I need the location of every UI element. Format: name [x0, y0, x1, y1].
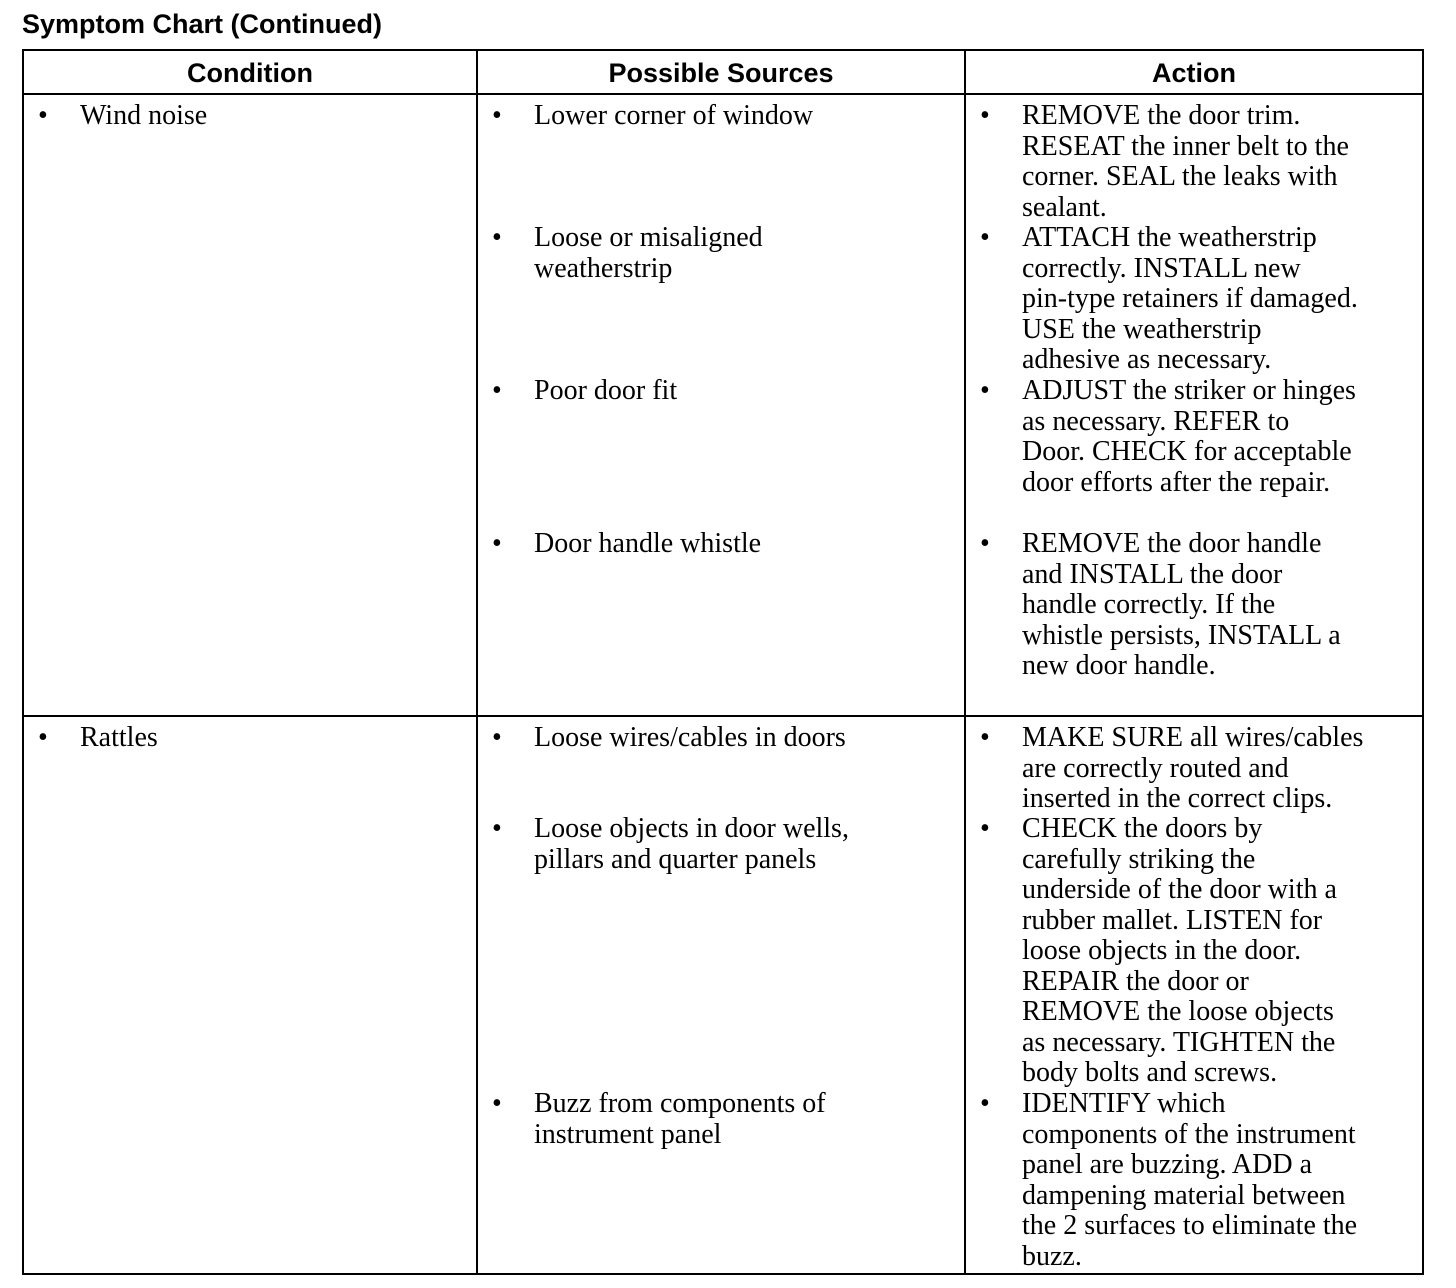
action-text: REMOVE the door handle and INSTALL the door handle correctly. If the whistle persists, INSTALL a new door handle.: [1022, 528, 1341, 681]
condition-cell: [23, 716, 477, 1274]
condition-text: Rattles: [80, 722, 158, 753]
action-text: ADJUST the striker or hinges as necessary. REFER to Door. CHECK for acceptable door efforts after the repair.: [1022, 375, 1356, 498]
bullet-icon: •: [492, 528, 502, 559]
action-cell: [965, 94, 1423, 716]
symptom-chart-table: [22, 49, 1424, 1275]
source-text: Loose objects in door wells, pillars and quarter panels: [534, 813, 849, 875]
header-possible-sources: Possible Sources: [477, 50, 965, 94]
bullet-icon: •: [980, 528, 990, 559]
source-text: Door handle whistle: [534, 528, 762, 559]
bullet-icon: •: [492, 1088, 502, 1119]
bullet-icon: •: [492, 375, 502, 406]
bullet-icon: •: [492, 722, 502, 753]
source-text: Poor door fit: [534, 375, 678, 406]
page-title: Symptom Chart (Continued): [22, 9, 382, 39]
source-text: Loose or misaligned weatherstrip: [534, 222, 763, 284]
bullet-icon: •: [492, 813, 502, 844]
bullet-icon: •: [38, 100, 48, 131]
bullet-icon: •: [980, 722, 990, 753]
bullet-icon: •: [980, 1088, 990, 1119]
action-cell: [965, 716, 1423, 1274]
source-text: Lower corner of window: [534, 100, 814, 131]
bullet-icon: •: [980, 813, 990, 844]
sources-cell: [477, 94, 965, 716]
bullet-icon: •: [38, 722, 48, 753]
table-row: [23, 716, 1423, 1274]
table-header-row: [23, 50, 1423, 94]
sources-cell: [477, 716, 965, 1274]
source-text: Loose wires/cables in doors: [534, 722, 846, 753]
action-text: MAKE SURE all wires/cables are correctly routed and inserted in the correct clips.: [1022, 722, 1364, 814]
action-text: CHECK the doors by carefully striking the underside of the door with a rubber mallet. LISTEN for loose objects in the door. REPAIR the door or REMOVE the loose objects as necessary. TIGHTEN the body bolts and screws.: [1022, 813, 1337, 1088]
header-action: Action: [965, 50, 1423, 94]
action-text: REMOVE the door trim. RESEAT the inner belt to the corner. SEAL the leaks with sealant.: [1022, 100, 1349, 223]
action-text: ATTACH the weatherstrip correctly. INSTALL new pin-type retainers if damaged. USE the weatherstrip adhesive as necessary.: [1022, 222, 1358, 375]
condition-cell: [23, 94, 477, 716]
bullet-icon: •: [492, 222, 502, 253]
condition-text: Wind noise: [80, 100, 208, 131]
bullet-icon: •: [980, 222, 990, 253]
bullet-icon: •: [492, 100, 502, 131]
action-text: IDENTIFY which components of the instrument panel are buzzing. ADD a dampening material between the 2 surfaces to eliminate the buzz.: [1022, 1088, 1358, 1272]
bullet-icon: •: [980, 375, 990, 406]
bullet-icon: •: [980, 100, 990, 131]
table-row: [23, 94, 1423, 716]
header-condition: Condition: [23, 50, 477, 94]
source-text: Buzz from components of instrument panel: [534, 1088, 826, 1150]
